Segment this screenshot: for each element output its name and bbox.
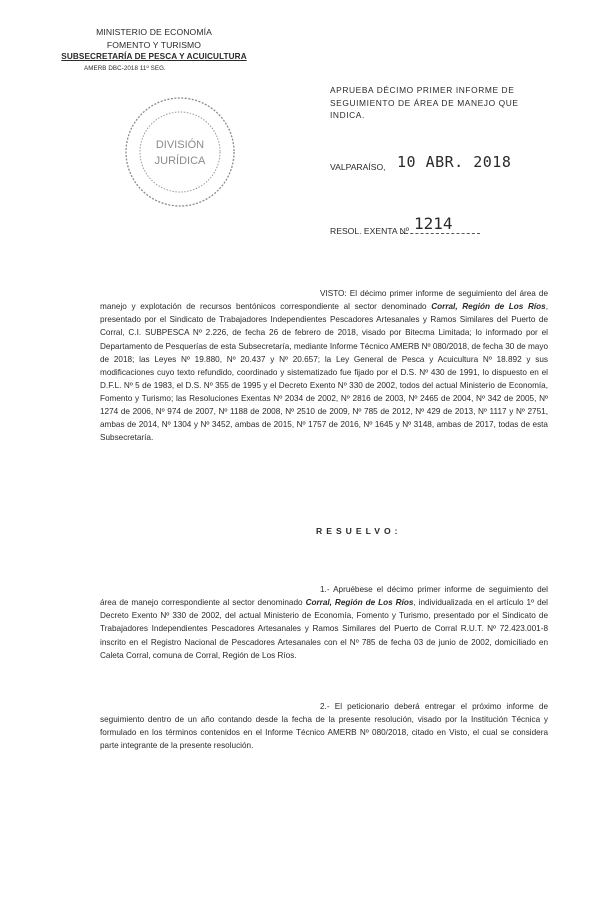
item-2-paragraph: 2.- El peticionario deberá entregar el próximo informe de seguimiento dentro de un año contando desde la fecha de la presente resolución, visado por la Institución Técnica y formulado en los términos contenidos en el Informe Técnico AMERB Nº 080/2018, citado en Visto, el cual se considera parte integrante de la presente resolución. (100, 702, 548, 751)
letterhead-ministry-sub: FOMENTO Y TURISMO (106, 39, 202, 50)
date-stamp: 10 ABR. 2018 (397, 153, 512, 171)
visto-lead: VISTO: El décimo primer informe de seguimiento del área de manejo y explotación de recursos bentónicos correspondiente al sector denominado (100, 289, 548, 312)
resolution-number-line (400, 233, 480, 234)
letterhead-ministry: MINISTERIO DE ECONOMÍA (96, 27, 212, 37)
place-label: VALPARAÍSO, (330, 162, 386, 172)
visto-paragraph (100, 287, 548, 444)
letterhead (54, 26, 254, 73)
stamp-line-1: DIVISIÓN (155, 139, 205, 151)
visto-body: , presentado por el Sindicato de Trabajadores Independientes Pescadores Artesanales y Ramos Similares del Puerto de Corral, C.I. SUBPESCA Nº 2.226, de fecha 26 de febrero de 2018, visado por Bitecma Limitada; lo informado por el Departamento de Pesquerías de esta Subsecretaría, mediante Informe Técnico AMERB Nº 080/2018, de fecha 30 de mayo de 2018; las Leyes Nº 19.880, Nº 20.437 y Nº 20.657; la Ley General de Pesca y Acuicultura Nº 18.892 y sus modificaciones cuyo texto refundido, coordinado y sistematizado fue fijado por el D.S. Nº 430 de 1991, lo dispuesto en el D.F.L. Nº 5 de 1983, el D.S. Nº 355 de 1995 y el Decreto Exento Nº 330 de 2002, todos del actual Ministerio de Economía, Fomento y Turismo; las Resoluciones Exentas Nº 2034 de 2002, Nº 2816 de 2003, Nº 2465 de 2004, Nº 342 de 2005, Nº 1274 de 2006, Nº 974 de 2007, Nº 1188 de 2008, Nº 2510 de 2009, Nº 785 de 2012, Nº 429 de 2013, Nº 1117 y Nº 2751, ambas de 2014, Nº 1304 y Nº 3452, ambas de 2015, Nº 1757 de 2016, Nº 1645 y Nº 3148, ambas de 2017, todas de esta Subsecretaría. (100, 302, 549, 443)
visto-sector: Corral, Región de Los Ríos (431, 302, 546, 312)
resolution-label: RESOL. EXENTA Nº (330, 226, 409, 236)
letterhead-reference: AMERB DBC-2018 11º SEG. (84, 64, 166, 72)
resuelvo-heading: RESUELVO: (316, 526, 402, 536)
item-1-sector: Corral, Región de Los Ríos (305, 598, 414, 608)
item-1-paragraph (100, 583, 548, 662)
stamp-line-2: JURÍDICA (154, 155, 206, 167)
item-1-lead: 1.- Apruébese el décimo primer informe de seguimiento del área de manejo correspondiente al sector denominado (100, 585, 548, 608)
resolution-number: 1214 (414, 214, 453, 233)
item-1-body: , individualizada en el artículo 1º del Decreto Exento Nº 330 de 2002, del actual Ministerio de Economía, Fomento y Turismo, presentado por el Sindicato de Trabajadores Independientes Pescadores Artesanales y Ramos Similares del Puerto de Corral R.U.T. Nº 72.423.001-8 inscrito en el Registro Nacional de Pescadores Artesanales con el Nº 785 de fecha 03 de junio de 2002, domiciliado en Caleta Corral, comuna de Corral, Región de Los Ríos. (100, 598, 548, 660)
letterhead-subsecretariat: SUBSECRETARÍA DE PESCA Y ACUICULTURA (61, 52, 247, 61)
division-juridica-stamp (120, 92, 240, 212)
document-subject: APRUEBA DÉCIMO PRIMER INFORME DE SEGUIMIENTO DE ÁREA DE MANEJO QUE INDICA. (330, 85, 519, 120)
